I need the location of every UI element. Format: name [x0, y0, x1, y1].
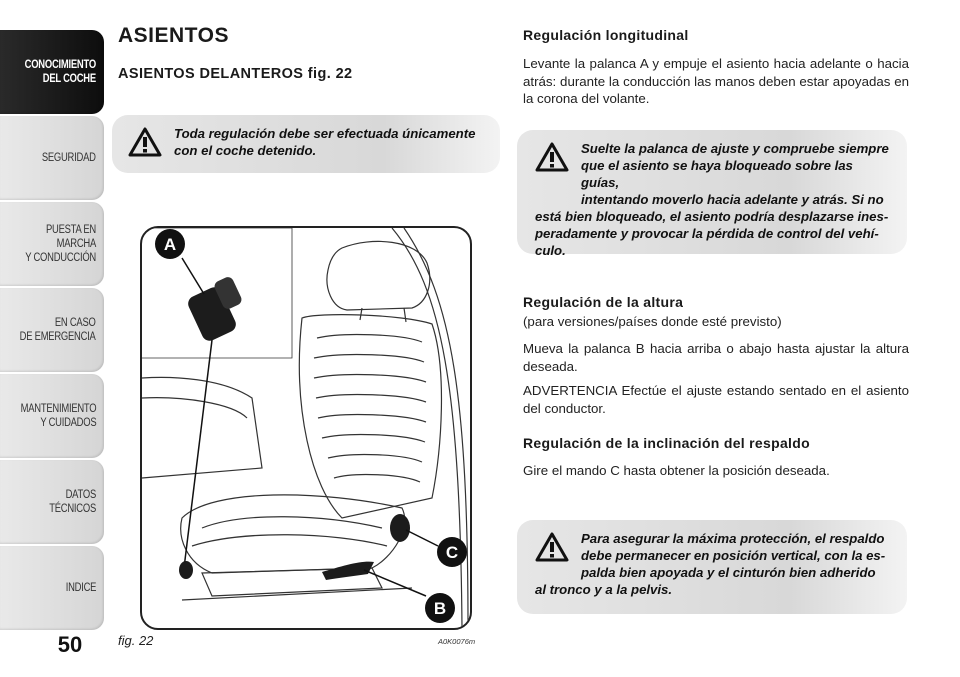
text-height-warning: ADVERTENCIA Efectúe el ajuste estando sentado en el asiento del conductor.	[523, 383, 909, 416]
warning-line: está bien bloqueado, el asiento podría desplazarse ines-peradamente y provocar la pérdida de control del vehí-culo.	[535, 209, 889, 258]
heading-backrest: Regulación de la inclinación del respaldo	[523, 435, 810, 451]
text-height: Mueva la palanca B hacia arriba o abajo hasta ajustar la altura deseada.	[523, 341, 909, 374]
warning-line: Suelte la palanca de ajuste y compruebe siempre	[581, 141, 889, 156]
warning-text: Toda regulación debe ser efectuada únicamente con el coche detenido.	[174, 126, 476, 158]
lever-a-detail	[179, 258, 243, 579]
tab-label: MANTENIMIENTO Y CUIDADOS	[20, 403, 96, 429]
tab-seguridad[interactable]	[0, 116, 104, 200]
tab-label: CONOCIMIENTO DEL COCHE	[24, 59, 96, 85]
page-title: ASIENTOS	[118, 24, 229, 47]
text-longitudinal: Levante la palanca A y empuje el asiento hacia adelante o hacia atrás: durante la conducción las manos deben estar apoyadas en la corona del volante.	[523, 56, 909, 106]
warning-line: debe permanecer en posición vertical, con la es-	[581, 548, 886, 563]
warning-line: intentando moverlo hacia adelante y atrás. Si no	[581, 192, 884, 207]
tab-label: PUESTA EN MARCHA Y CONDUCCIÓN	[25, 224, 96, 264]
text-backrest: Gire el mando C hasta obtener la posición deseada.	[523, 463, 830, 478]
warning-line: al tronco y a la pelvis.	[535, 582, 673, 597]
seat-illustration	[140, 226, 472, 630]
figure-code: A0K0076m	[438, 637, 476, 646]
chapter-tabs	[0, 30, 104, 632]
tab-mantenimiento[interactable]	[0, 374, 104, 458]
label-c: C	[445, 543, 459, 562]
tab-label: INDICE	[65, 582, 96, 594]
warning-box	[517, 520, 907, 614]
seat-drawing	[142, 228, 470, 628]
warning-line: Para asegurar la máxima protección, el respaldo	[581, 531, 885, 546]
warning-icon	[128, 127, 162, 157]
knob-c	[390, 514, 410, 542]
height-note: (para versiones/países donde esté previsto)	[523, 314, 782, 329]
warning-icon	[535, 142, 569, 172]
warning-box	[517, 130, 907, 258]
heading-longitudinal: Regulación longitudinal	[523, 27, 689, 43]
page-number: 50	[57, 632, 83, 657]
warning-line: que el asiento se haya bloqueado sobre las guías,	[581, 158, 853, 190]
tab-datos-tecnicos[interactable]	[0, 460, 104, 544]
tab-label: DATOS TÉCNICOS	[49, 489, 96, 515]
tab-emergencia[interactable]	[0, 288, 104, 372]
figure-caption: fig. 22	[118, 633, 154, 648]
tab-label: EN CASO DE EMERGENCIA	[20, 317, 96, 343]
tab-indice[interactable]	[0, 546, 104, 630]
tab-label: SEGURIDAD	[42, 152, 96, 164]
label-b: B	[433, 599, 447, 618]
warning-line: palda bien apoyada y el cinturón bien adherido	[581, 565, 876, 580]
tab-puesta-en-marcha[interactable]	[0, 202, 104, 286]
warning-box	[112, 115, 500, 173]
label-a: A	[163, 235, 177, 254]
warning-icon	[535, 532, 569, 562]
tab-conocimiento[interactable]	[0, 30, 104, 114]
heading-height: Regulación de la altura	[523, 294, 684, 310]
section-title: ASIENTOS DELANTEROS fig. 22	[118, 66, 353, 82]
